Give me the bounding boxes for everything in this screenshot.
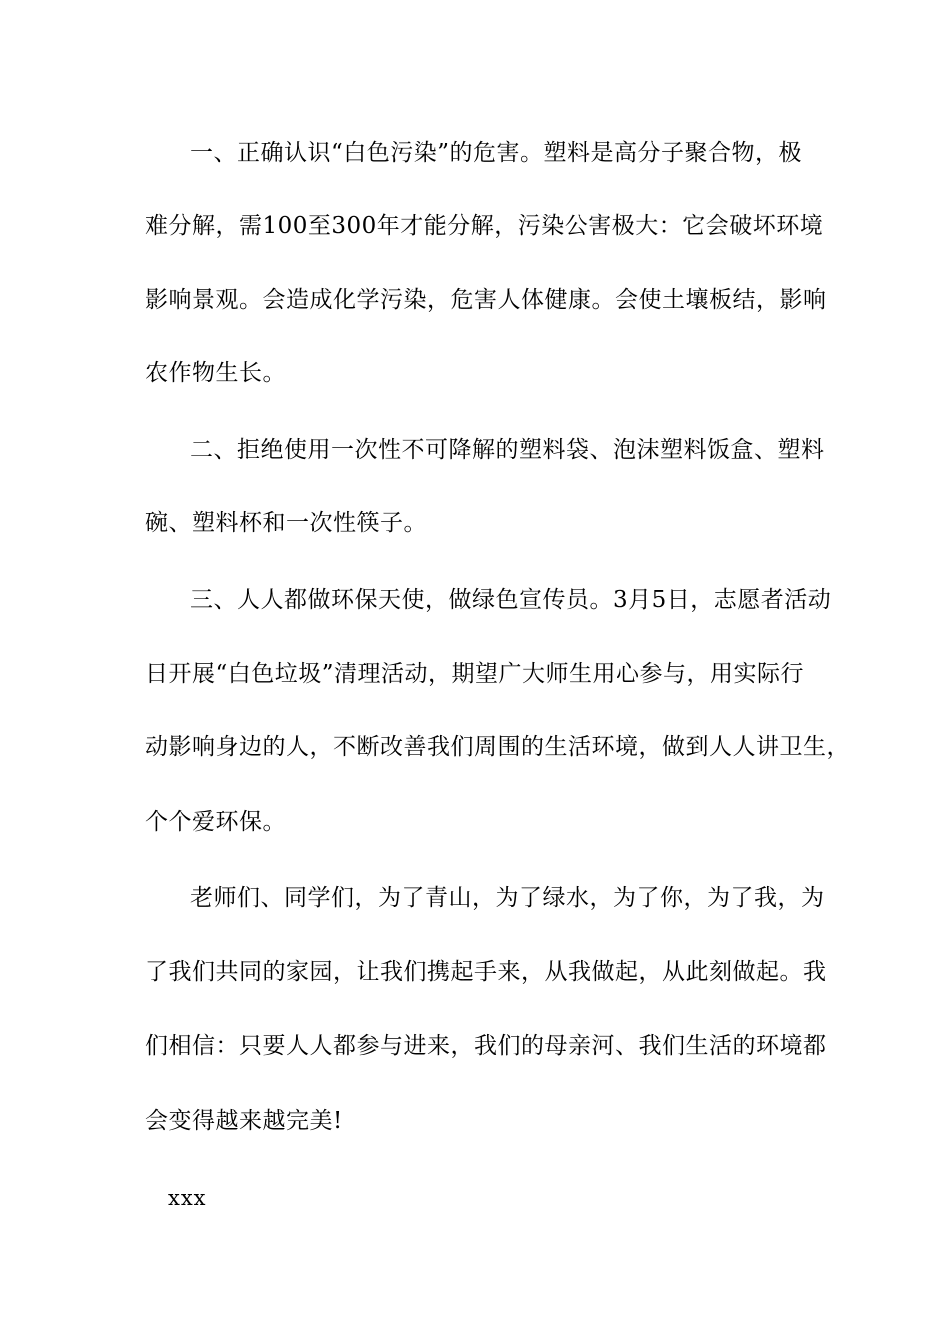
paragraph-4-line-1: 老师们、同学们，为了青山，为了绿水，为了你，为了我，为 (190, 885, 825, 911)
paragraph-2-line-2: 碗、塑料杯和一次性筷子。 (145, 510, 427, 536)
paragraph-2-line-1: 二、拒绝使用一次性不可降解的塑料袋、泡沫塑料饭盒、塑料 (190, 437, 825, 463)
paragraph-3-line-4: 个个爱环保。 (145, 809, 286, 835)
paragraph-3-line-3: 动影响身边的人，不断改善我们周围的生活环境，做到人人讲卫生， (145, 734, 850, 760)
paragraph-4-line-4: 会变得越来越完美! (145, 1108, 343, 1134)
paragraph-1-line-2: 难分解，需100至300年才能分解，污染公害极大：它会破坏环境 (145, 213, 824, 239)
paragraph-4-line-2: 了我们共同的家园，让我们携起手来，从我做起，从此刻做起。我 (145, 959, 827, 985)
paragraph-4-line-3: 们相信：只要人人都参与进来，我们的母亲河、我们生活的环境都 (145, 1033, 827, 1059)
paragraph-1-line-3: 影响景观。会造成化学污染，危害人体健康。会使土壤板结，影响 (145, 287, 827, 313)
paragraph-3-line-1: 三、人人都做环保天使，做绿色宣传员。3月5日，志愿者活动 (190, 587, 832, 613)
paragraph-3-line-2: 日开展“白色垃圾”清理活动，期望广大师生用心参与，用实际行 (145, 661, 805, 687)
signature: xxx (168, 1186, 207, 1210)
paragraph-1-line-4: 农作物生长。 (145, 360, 286, 386)
paragraph-1-line-1: 一、正确认识“白色污染”的危害。塑料是高分子聚合物，极 (190, 140, 803, 166)
